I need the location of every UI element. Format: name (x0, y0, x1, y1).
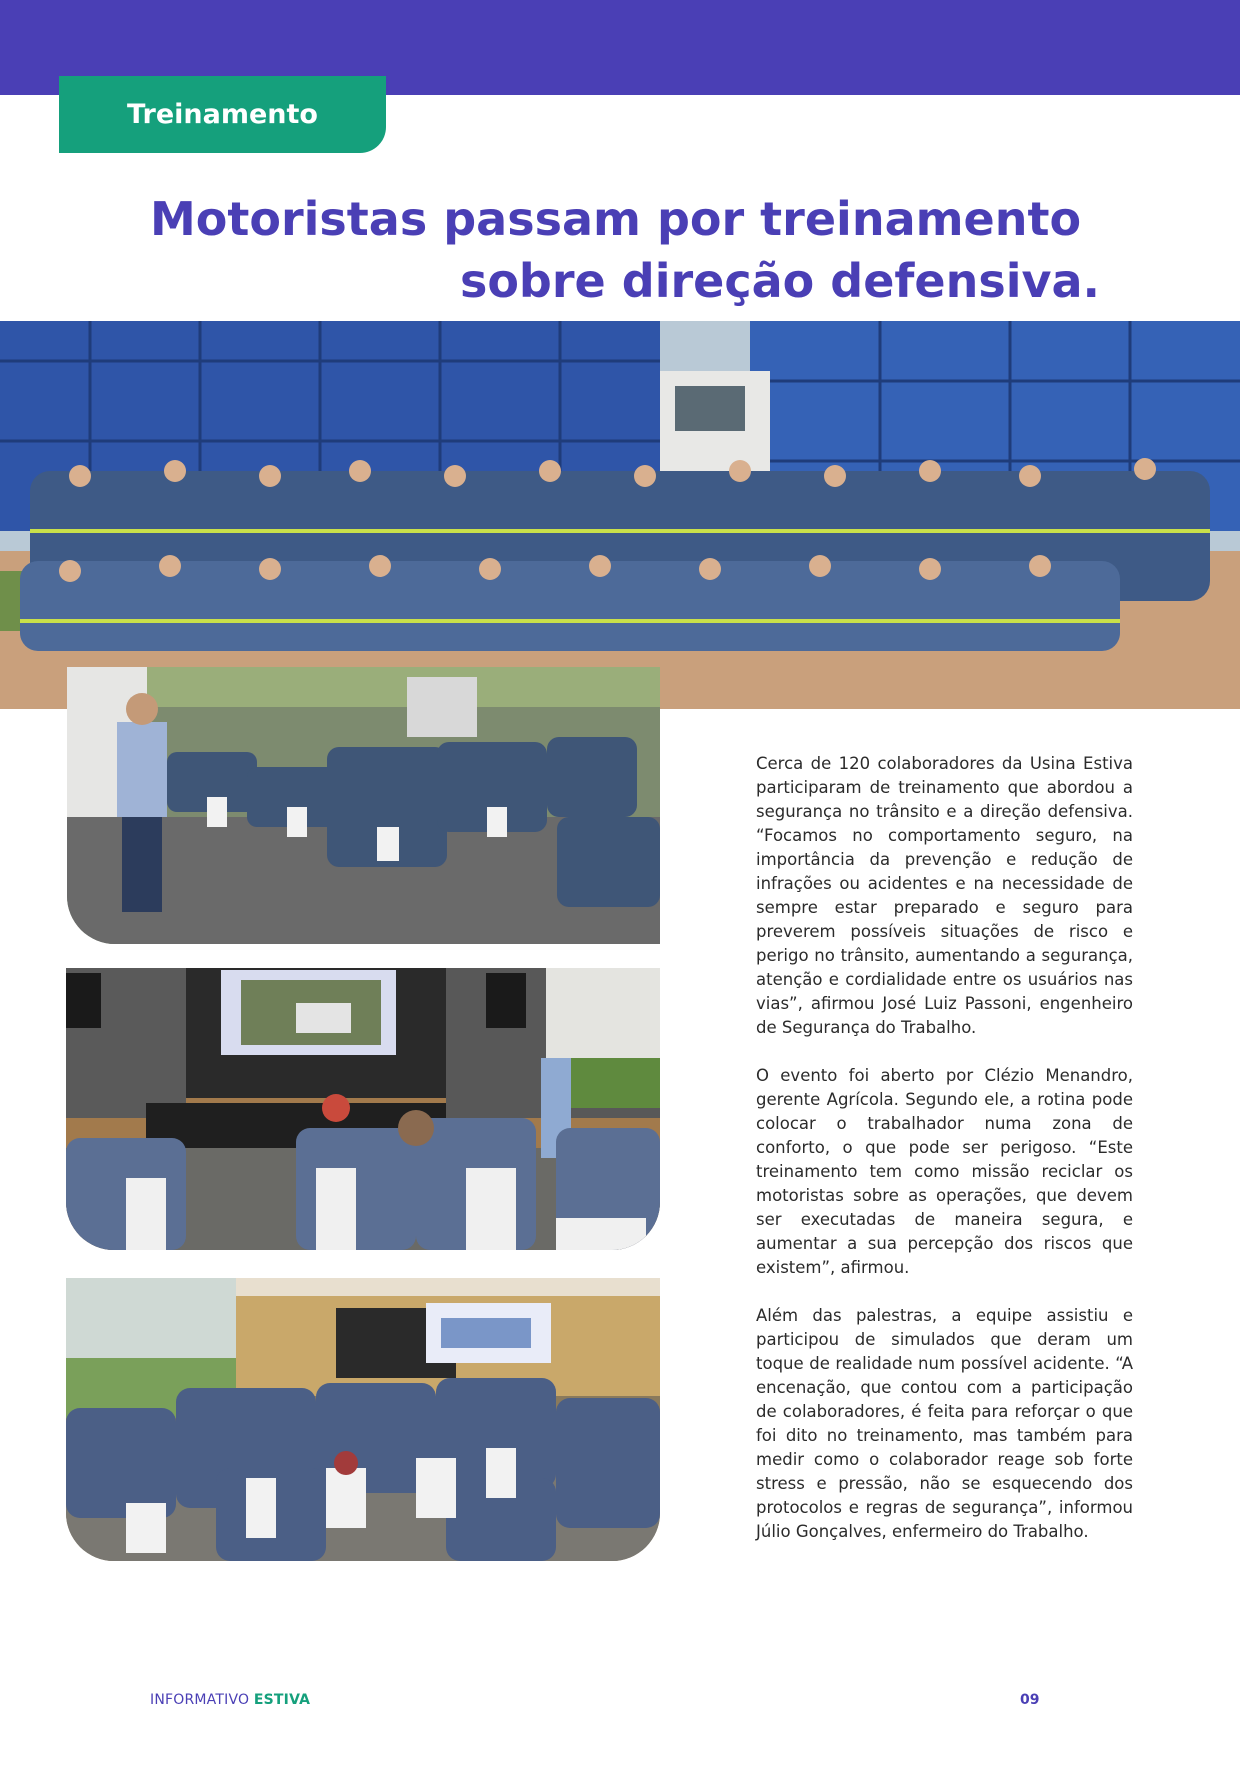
group-photo (0, 321, 1240, 709)
footer-brand-prefix: INFORMATIVO (150, 1692, 254, 1708)
speaker-photo (67, 667, 660, 944)
page-title (150, 188, 1100, 312)
auditorium-photo (66, 1278, 660, 1561)
page-number: 09 (1020, 1692, 1040, 1708)
article-paragraph-1: Cerca de 120 colaboradores da Usina Estiva participaram de treinamento que abordou a segurança no trânsito e a direção defensiva. “Focamos no comportamento seguro, na importância da prevenção e redução de infrações ou acidentes e na necessidade de sempre estar preparado e seguro para preverem possíveis situações de risco e perigo no trânsito, aumentando a segurança, atenção e cordialidade entre os usuários nas vias”, afirmou José Luiz Passoni, engenheiro de Segurança do Trabalho. (756, 754, 1133, 1037)
article-paragraph-3: Além das palestras, a equipe assistiu e participou de simulados que deram um toque de realidade num possível acidente. “A encenação, que contou com a participação de colaboradores, é feita para reforçar o que foi dito no treinamento, mas também para medir como o colaborador reage sob forte stress e pressão, não se esquecendo dos protocolos e regras de segurança”, informou Júlio Gonçalves, enfermeiro do Trabalho. (756, 1306, 1133, 1541)
title-line-1: Motoristas passam por treinamento (150, 192, 1082, 246)
footer-brand-accent: ESTIVA (253, 1692, 311, 1708)
footer-brand (150, 1692, 310, 1708)
article-body (756, 752, 1133, 1568)
title-line-2: sobre direção defensiva. (459, 254, 1100, 308)
section-tag: Treinamento (59, 76, 386, 153)
presentation-photo (66, 968, 660, 1250)
article-paragraph-2: O evento foi aberto por Clézio Menandro, gerente Agrícola. Segundo ele, a rotina pode colocar o trabalhador numa zona de conforto, o que pode ser perigoso. “Este treinamento tem como missão reciclar os motoristas sobre as operações, que devem ser executadas de maneira segura, e aumentar a sua percepção dos riscos que existem”, afirmou. (756, 1066, 1133, 1277)
